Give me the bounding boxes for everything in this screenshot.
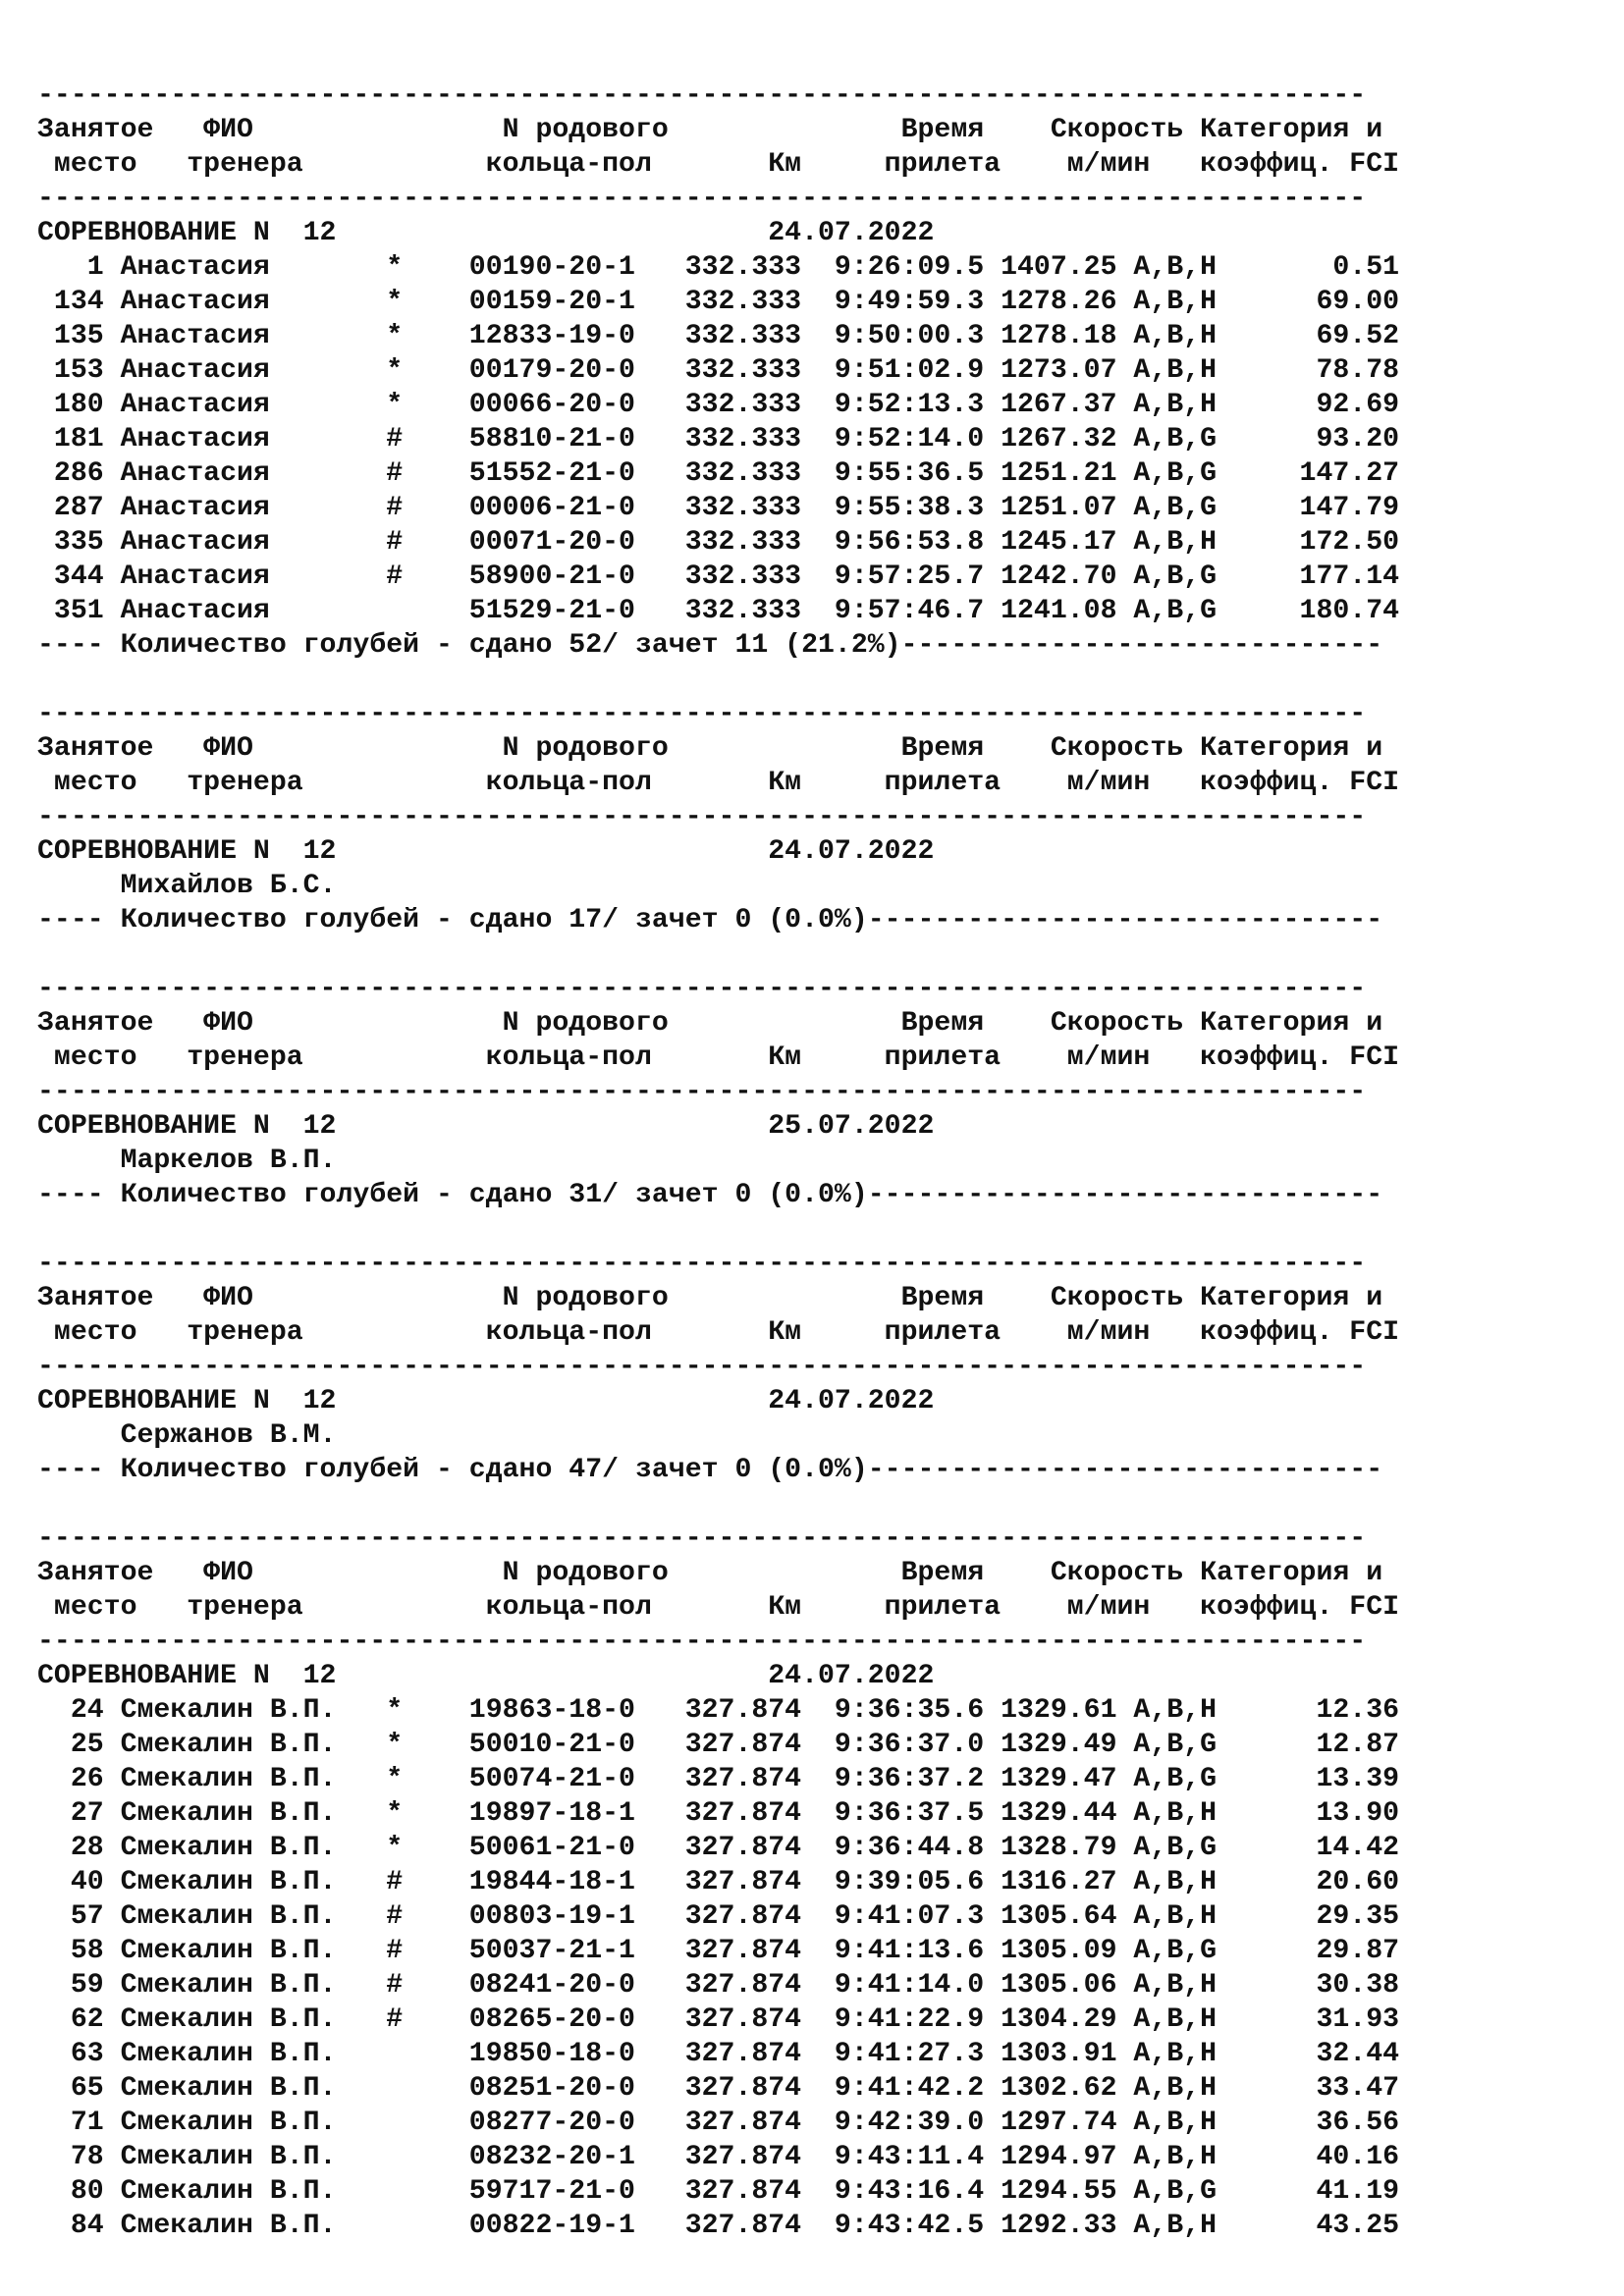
column-header-line-1: Занятое ФИО N родового Время Скорость Категория и bbox=[37, 1283, 1383, 1313]
column-header-line-1: Занятое ФИО N родового Время Скорость Категория и bbox=[37, 1558, 1383, 1588]
result-row: 134 Анастасия * 00159-20-1 332.333 9:49:59.3 1278.26 A,B,H 69.00 bbox=[37, 287, 1400, 317]
separator-line: -------------------------------------------------------------------------------- bbox=[37, 1077, 1367, 1107]
result-row: 344 Анастасия # 58900-21-0 332.333 9:57:25.7 1242.70 A,B,G 177.14 bbox=[37, 561, 1400, 592]
result-row: 287 Анастасия # 00006-21-0 332.333 9:55:38.3 1251.07 A,B,G 147.79 bbox=[37, 493, 1400, 523]
result-row: 24 Смекалин В.П. * 19863-18-0 327.874 9:36:35.6 1329.61 A,B,H 12.36 bbox=[37, 1695, 1400, 1726]
separator-line: -------------------------------------------------------------------------------- bbox=[37, 1627, 1367, 1657]
separator-line: -------------------------------------------------------------------------------- bbox=[37, 184, 1367, 214]
section-gap bbox=[37, 937, 1399, 972]
result-row: 153 Анастасия * 00179-20-0 332.333 9:51:02.9 1273.07 A,B,H 78.78 bbox=[37, 355, 1400, 386]
competition-line: СОРЕВНОВАНИЕ N 12 25.07.2022 bbox=[37, 1111, 935, 1142]
result-row: 181 Анастасия # 58810-21-0 332.333 9:52:14.0 1267.32 A,B,G 93.20 bbox=[37, 424, 1400, 454]
separator-line: -------------------------------------------------------------------------------- bbox=[37, 802, 1367, 832]
column-header-line-2: место тренера кольца-пол Км прилета м/мин коэффиц. FCI bbox=[37, 1042, 1400, 1073]
result-row: 84 Смекалин В.П. 00822-19-1 327.874 9:43:42.5 1292.33 A,B,H 43.25 bbox=[37, 2211, 1400, 2241]
competition-line: СОРЕВНОВАНИЕ N 12 24.07.2022 bbox=[37, 1386, 935, 1416]
result-row: 351 Анастасия 51529-21-0 332.333 9:57:46.7 1241.08 A,B,G 180.74 bbox=[37, 596, 1400, 626]
summary-line: ---- Количество голубей - сдано 52/ зачет 11 (21.2%)----------------------------- bbox=[37, 630, 1383, 661]
result-row: 1 Анастасия * 00190-20-1 332.333 9:26:09.5 1407.25 A,B,H 0.51 bbox=[37, 252, 1400, 283]
summary-line: ---- Количество голубей - сдано 47/ зачет 0 (0.0%)------------------------------- bbox=[37, 1455, 1383, 1485]
result-row: 59 Смекалин В.П. # 08241-20-0 327.874 9:41:14.0 1305.06 A,B,H 30.38 bbox=[37, 1970, 1400, 2001]
result-row: 63 Смекалин В.П. 19850-18-0 327.874 9:41:27.3 1303.91 A,B,H 32.44 bbox=[37, 2039, 1400, 2069]
result-row: 65 Смекалин В.П. 08251-20-0 327.874 9:41:42.2 1302.62 A,B,H 33.47 bbox=[37, 2073, 1400, 2104]
result-row: 28 Смекалин В.П. * 50061-21-0 327.874 9:36:44.8 1328.79 A,B,G 14.42 bbox=[37, 1833, 1400, 1863]
column-header-line-2: место тренера кольца-пол Км прилета м/мин коэффиц. FCI bbox=[37, 1592, 1400, 1623]
result-row: 58 Смекалин В.П. # 50037-21-1 327.874 9:41:13.6 1305.09 A,B,G 29.87 bbox=[37, 1936, 1400, 1966]
result-row: 286 Анастасия # 51552-21-0 332.333 9:55:36.5 1251.21 A,B,G 147.27 bbox=[37, 458, 1400, 489]
summary-line: ---- Количество голубей - сдано 31/ зачет 0 (0.0%)------------------------------- bbox=[37, 1180, 1383, 1210]
section-gap bbox=[37, 1487, 1399, 1522]
result-row: 135 Анастасия * 12833-19-0 332.333 9:50:00.3 1278.18 A,B,H 69.52 bbox=[37, 321, 1400, 351]
result-row: 335 Анастасия # 00071-20-0 332.333 9:56:53.8 1245.17 A,B,H 172.50 bbox=[37, 527, 1400, 558]
result-row: 26 Смекалин В.П. * 50074-21-0 327.874 9:36:37.2 1329.47 A,B,G 13.39 bbox=[37, 1764, 1400, 1794]
result-row: 25 Смекалин В.П. * 50010-21-0 327.874 9:36:37.0 1329.49 A,B,G 12.87 bbox=[37, 1730, 1400, 1760]
summary-line: ---- Количество голубей - сдано 17/ зачет 0 (0.0%)------------------------------- bbox=[37, 905, 1383, 935]
section-gap bbox=[37, 1212, 1399, 1247]
competition-line: СОРЕВНОВАНИЕ N 12 24.07.2022 bbox=[37, 1661, 935, 1691]
result-row: 71 Смекалин В.П. 08277-20-0 327.874 9:42:39.0 1297.74 A,B,H 36.56 bbox=[37, 2108, 1400, 2138]
column-header-line-2: место тренера кольца-пол Км прилета м/мин коэффиц. FCI bbox=[37, 149, 1400, 180]
result-row: 62 Смекалин В.П. # 08265-20-0 327.874 9:41:22.9 1304.29 A,B,H 31.93 bbox=[37, 2004, 1400, 2035]
result-row: 78 Смекалин В.П. 08232-20-1 327.874 9:43:11.4 1294.97 A,B,H 40.16 bbox=[37, 2142, 1400, 2172]
result-row: 57 Смекалин В.П. # 00803-19-1 327.874 9:41:07.3 1305.64 A,B,H 29.35 bbox=[37, 1901, 1400, 1932]
separator-line: -------------------------------------------------------------------------------- bbox=[37, 1523, 1367, 1554]
result-row: 27 Смекалин В.П. * 19897-18-1 327.874 9:36:37.5 1329.44 A,B,H 13.90 bbox=[37, 1798, 1400, 1829]
separator-line: -------------------------------------------------------------------------------- bbox=[37, 1352, 1367, 1382]
competition-line: СОРЕВНОВАНИЕ N 12 24.07.2022 bbox=[37, 836, 935, 867]
result-row: 180 Анастасия * 00066-20-0 332.333 9:52:13.3 1267.37 A,B,H 92.69 bbox=[37, 390, 1400, 420]
column-header-line-1: Занятое ФИО N родового Время Скорость Категория и bbox=[37, 1008, 1383, 1039]
result-row: 40 Смекалин В.П. # 19844-18-1 327.874 9:39:05.6 1316.27 A,B,H 20.60 bbox=[37, 1867, 1400, 1897]
column-header-line-2: место тренера кольца-пол Км прилета м/мин коэффиц. FCI bbox=[37, 768, 1400, 798]
result-row: 80 Смекалин В.П. 59717-21-0 327.874 9:43:16.4 1294.55 A,B,G 41.19 bbox=[37, 2176, 1400, 2207]
separator-line: -------------------------------------------------------------------------------- bbox=[37, 699, 1367, 729]
section-gap bbox=[37, 663, 1399, 697]
competition-line: СОРЕВНОВАНИЕ N 12 24.07.2022 bbox=[37, 218, 935, 248]
separator-line: -------------------------------------------------------------------------------- bbox=[37, 80, 1367, 111]
fancier-name: Маркелов В.П. bbox=[37, 1146, 337, 1176]
column-header-line-1: Занятое ФИО N родового Время Скорость Категория и bbox=[37, 115, 1383, 145]
fancier-name: Михайлов Б.С. bbox=[37, 871, 337, 901]
column-header-line-2: место тренера кольца-пол Км прилета м/мин коэффиц. FCI bbox=[37, 1317, 1400, 1348]
fancier-name: Сержанов В.М. bbox=[37, 1420, 337, 1451]
separator-line: -------------------------------------------------------------------------------- bbox=[37, 974, 1367, 1004]
separator-line: -------------------------------------------------------------------------------- bbox=[37, 1249, 1367, 1279]
results-report bbox=[37, 79, 1399, 2243]
column-header-line-1: Занятое ФИО N родового Время Скорость Категория и bbox=[37, 733, 1383, 764]
